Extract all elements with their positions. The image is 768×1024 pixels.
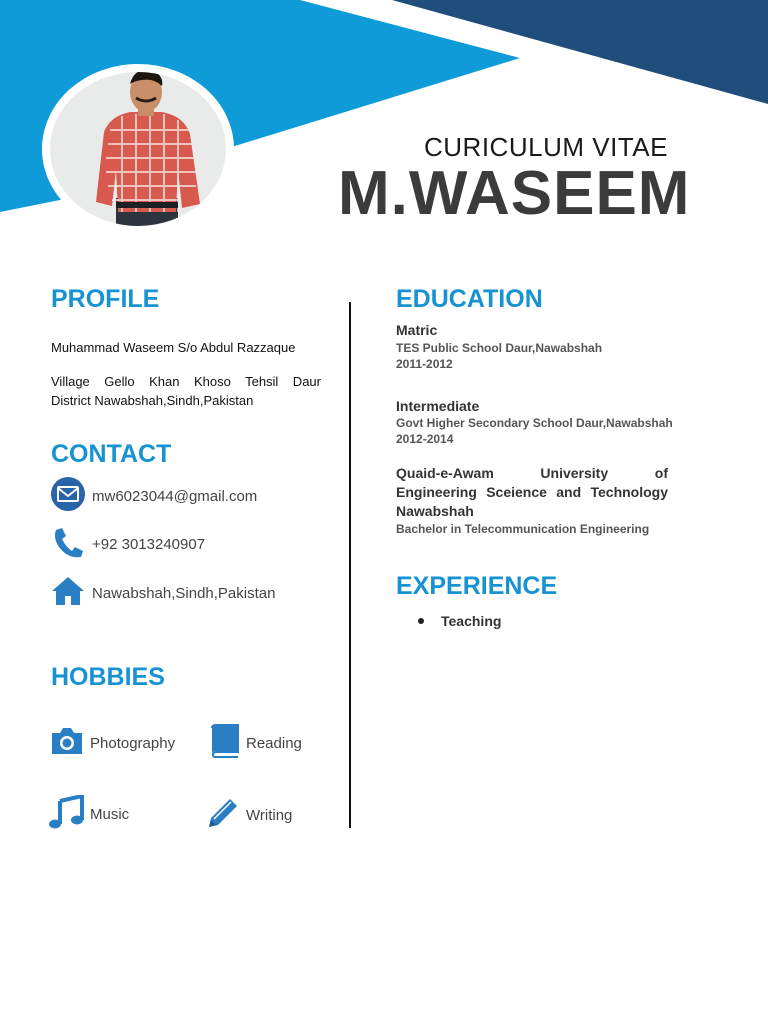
phone-icon — [50, 525, 86, 564]
education-university-title-line1: Quaid-e-Awam University of — [396, 465, 668, 481]
contact-location: Nawabshah,Sindh,Pakistan — [92, 584, 276, 602]
education-intermediate-school: Govt Higher Secondary School Daur,Nawabshah — [396, 416, 673, 430]
contact-location-row — [50, 575, 275, 611]
profile-address-line1: Village Gello Khan Khoso Tehsil Daur — [51, 374, 321, 389]
contact-phone[interactable]: +92 3013240907 — [92, 535, 206, 553]
hobby-label: Photography — [90, 735, 176, 752]
hobby-photography — [50, 725, 175, 762]
camera-icon — [50, 725, 84, 762]
experience-heading: EXPERIENCE — [396, 572, 558, 600]
candidate-name: M.WASEEM — [338, 159, 691, 228]
contact-phone-row[interactable] — [50, 526, 205, 562]
bullet-icon — [418, 618, 424, 624]
profile-address-line2: District Nawabshah,Sindh,Pakistan — [51, 393, 254, 408]
home-icon — [50, 574, 86, 613]
experience-item — [418, 613, 501, 629]
contact-email-row[interactable] — [50, 478, 257, 514]
music-note-icon — [48, 795, 84, 834]
education-university-title-line2: Engineering Sceience and Technology — [396, 484, 668, 500]
column-divider — [349, 302, 351, 828]
experience-label: Teaching — [441, 613, 502, 629]
hobby-label: Music — [90, 806, 130, 823]
hobby-reading — [208, 724, 302, 763]
document-subtitle: CURICULUM VITAE — [424, 132, 668, 162]
education-matric-title: Matric — [396, 322, 438, 338]
education-intermediate-years: 2012-2014 — [396, 432, 454, 446]
education-matric-years: 2011-2012 — [396, 357, 453, 371]
profile-photo — [50, 72, 226, 226]
book-icon — [208, 724, 240, 763]
hobbies-heading: HOBBIES — [51, 663, 165, 691]
hobby-writing — [206, 796, 292, 835]
pencil-icon — [206, 796, 240, 835]
profile-parentage: Muhammad Waseem S/o Abdul Razzaque — [51, 340, 296, 355]
education-matric-school: TES Public School Daur,Nawabshah — [396, 341, 603, 355]
contact-email[interactable]: mw6023044@gmail.com — [92, 487, 258, 505]
profile-heading: PROFILE — [51, 285, 160, 313]
contact-heading: CONTACT — [51, 440, 172, 468]
education-intermediate-title: Intermediate — [396, 398, 480, 414]
education-university-degree: Bachelor in Telecommunication Engineering — [396, 522, 650, 536]
hobby-music — [48, 795, 129, 834]
envelope-icon — [50, 477, 86, 516]
hobby-label: Reading — [246, 735, 302, 752]
education-university-title-line3: Nawabshah — [396, 503, 474, 519]
hobby-label: Writing — [246, 807, 293, 824]
education-heading: EDUCATION — [396, 285, 543, 313]
